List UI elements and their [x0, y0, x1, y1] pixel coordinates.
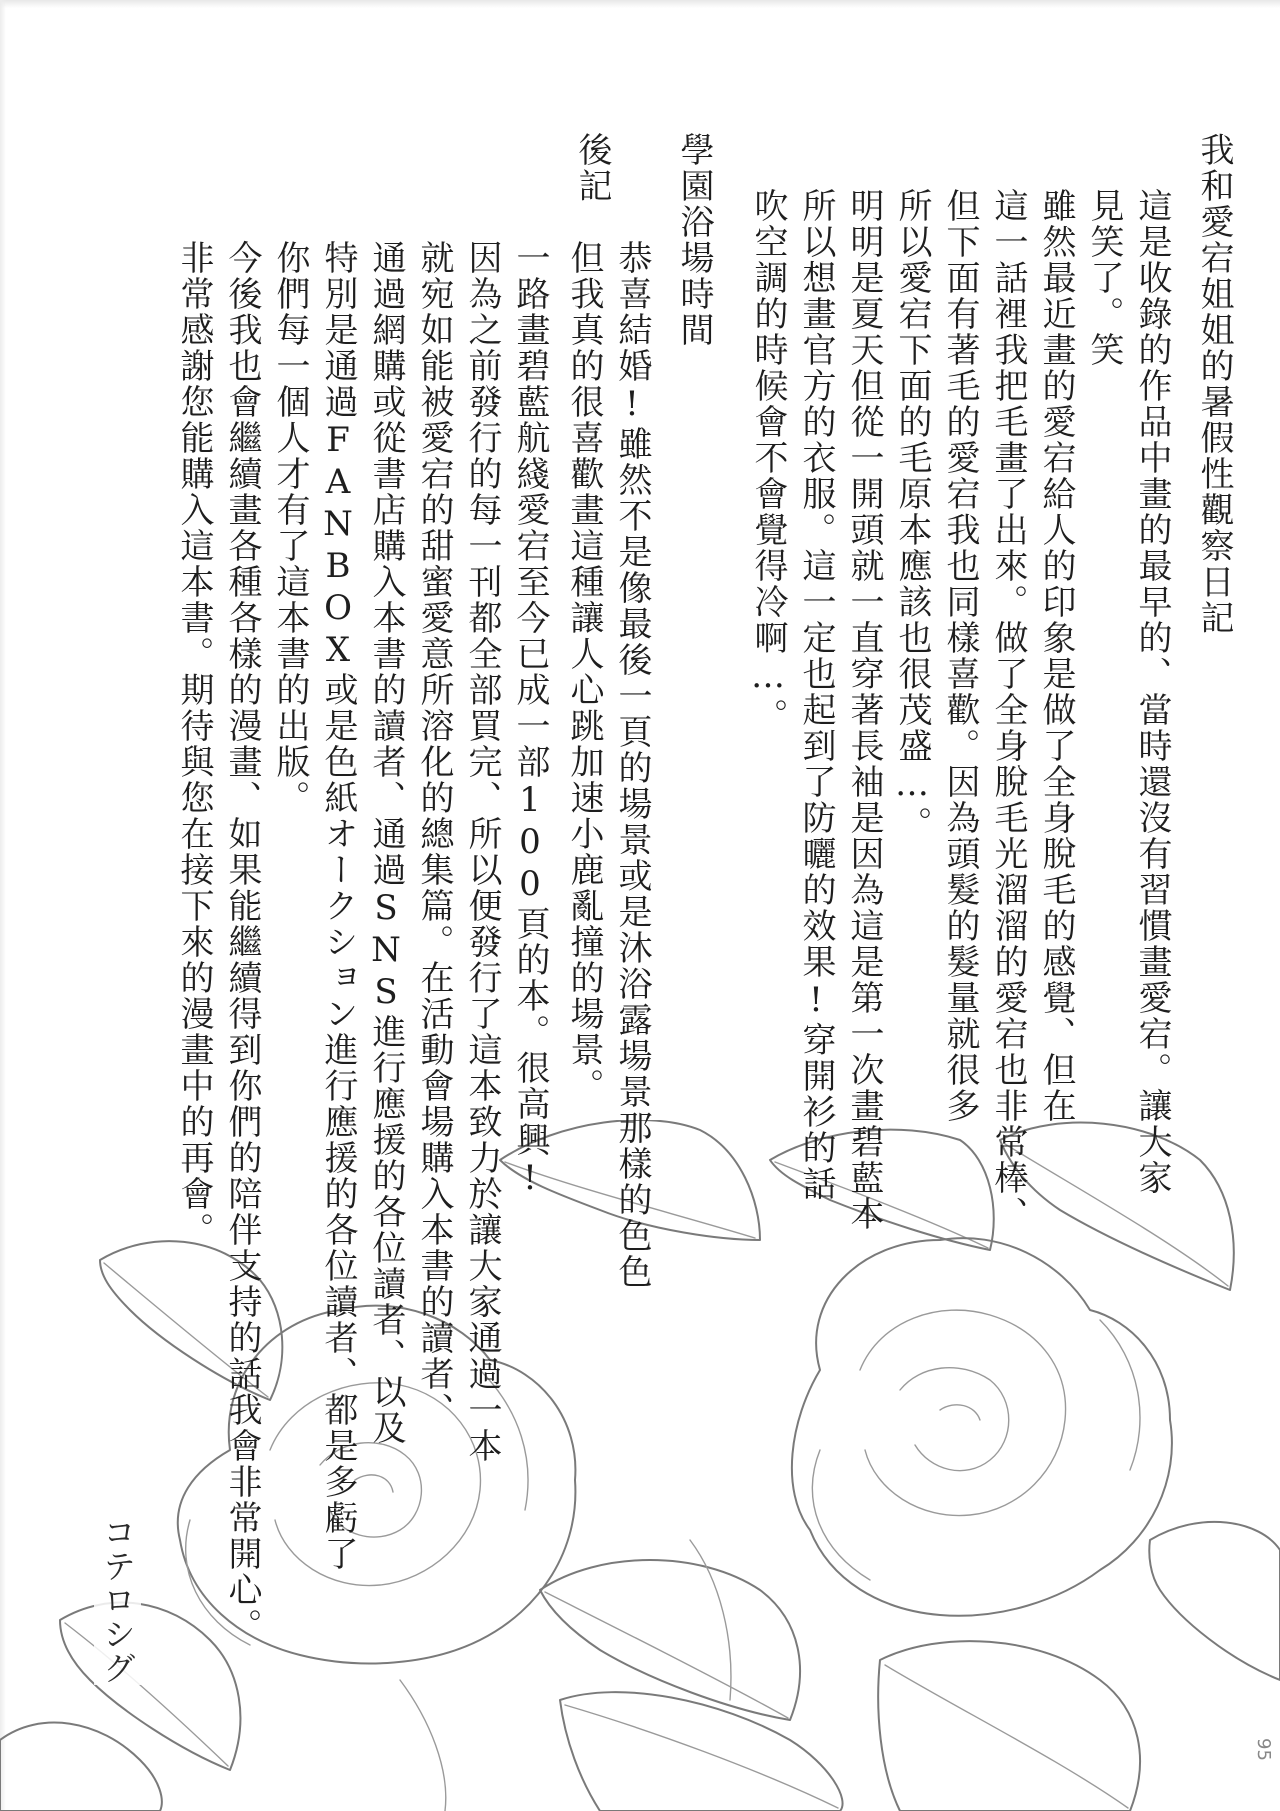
page-number: 95	[1253, 1738, 1274, 1761]
text-line: 因為之前發行的每一刊都全部買完、所以便發行了這本致力於讓大家通過一本	[462, 240, 502, 1464]
text-line: 所以想畫官方的衣服。這一定也起到了防曬的效果!穿開衫的話	[796, 188, 836, 1202]
text-line: 特別是通過FANBOX或是色紙オークション進行應援的各位讀者、都是多虧了	[318, 240, 358, 1572]
text-line: 你們每一個人才有了這本書的出版。	[270, 240, 310, 816]
text-line: 明明是夏天但從一開頭就一直穿著長袖是因為這是第一次畫碧藍本	[844, 188, 884, 1232]
text-line: 恭喜結婚!雖然不是像最後一頁的場景或是沐浴露場景那樣的色色	[612, 240, 652, 1290]
text-line: 但我真的很喜歡畫這種讓人心跳加速小鹿亂撞的場景。	[564, 240, 604, 1104]
text-line: 這一話裡我把毛畫了出來。做了全身脫毛光溜溜的愛宕也非常棒、	[988, 188, 1028, 1232]
text-line: 見笑了。笑	[1084, 188, 1124, 368]
section-afterword	[170, 132, 616, 1644]
text-line: 一路畫碧藍航綫愛宕至今已成一部100頁的本。很高興!	[510, 240, 550, 1200]
section-title: 學園浴場時間	[674, 132, 714, 348]
section-title: 我和愛宕姐姐的暑假性觀察日記	[1194, 132, 1234, 636]
text-line: 非常感謝您能購入這本書。期待與您在接下來的漫畫中的再會。	[174, 240, 214, 1248]
text-line: 所以愛宕下面的毛原本應該也很茂盛…。	[892, 188, 932, 842]
text-line: 但下面有著毛的愛宕我也同樣喜歡。因為頭髮的髮量就很多	[940, 188, 980, 1124]
section-summer-diary	[744, 132, 1238, 1232]
text-line: 通過網購或從書店購入本書的讀者、通過SNS進行應援的各位讀者、以及	[366, 240, 406, 1446]
text-line: 吹空調的時候會不會覺得冷啊…。	[748, 188, 788, 734]
text-line: 這是收錄的作品中畫的最早的、當時還沒有習慣畫愛宕。讓大家	[1132, 188, 1172, 1196]
section-title: 後記	[572, 132, 612, 204]
text-line: 雖然最近畫的愛宕給人的印象是做了全身脫毛的感覺、但在	[1036, 188, 1076, 1124]
text-line: 今後我也會繼續畫各種各樣的漫畫、如果能繼續得到你們的陪伴支持的話我會非常開心。	[222, 240, 262, 1644]
text-line: 就宛如能被愛宕的甜蜜愛意所溶化的總集篇。在活動會場購入本書的讀者、	[414, 240, 454, 1428]
author-signature: コテロシグ	[94, 1515, 141, 1685]
